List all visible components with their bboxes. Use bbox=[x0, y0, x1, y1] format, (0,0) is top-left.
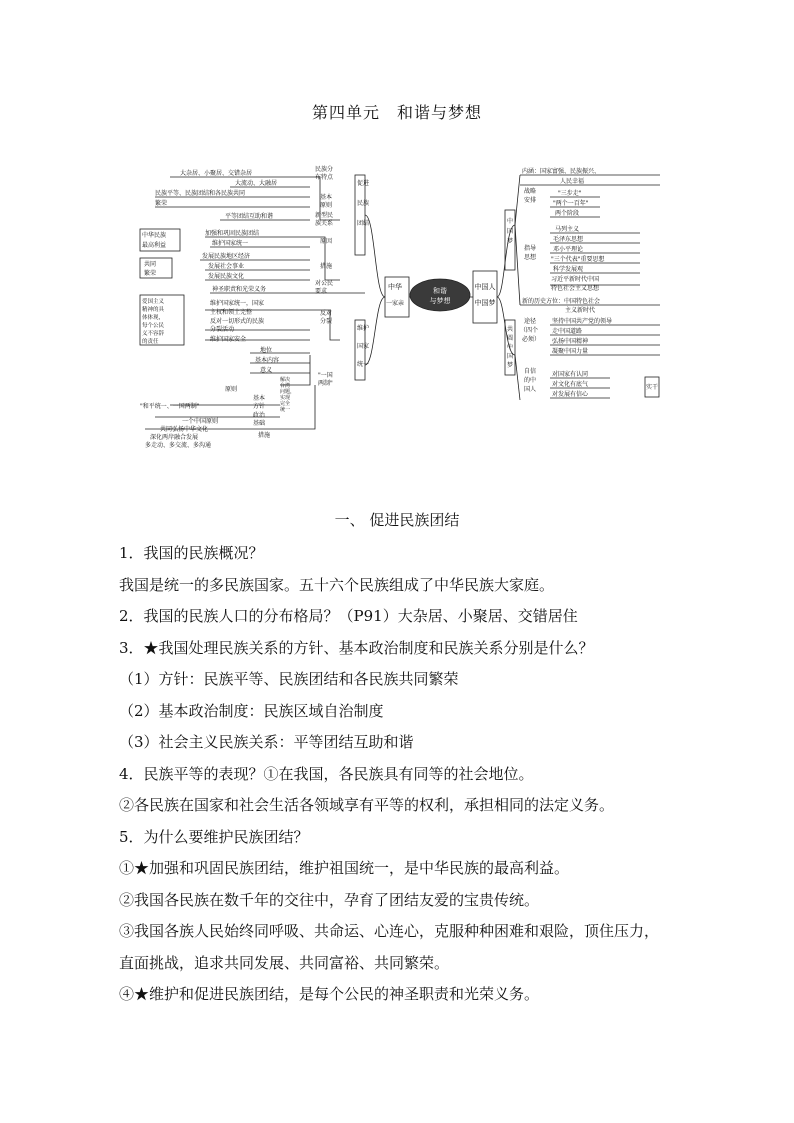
mm-left-item: 一个中国原则 bbox=[182, 418, 219, 425]
mm-left-item: 台湾 bbox=[280, 383, 291, 389]
mm-note: 每个公民 bbox=[142, 323, 165, 329]
mm-branch-label: 中 bbox=[507, 344, 514, 351]
mm-left-label: 新型民 bbox=[315, 212, 334, 219]
mm-branch-label: 促进 bbox=[357, 180, 370, 187]
mm-note: 中华民族 bbox=[142, 232, 167, 239]
mm-left-item: 完全 bbox=[280, 401, 291, 407]
paragraph: ①★加强和巩固民族团结，维护祖国统一，是中华民族的最高利益。 bbox=[119, 859, 570, 877]
mm-right-item: 对发展有信心 bbox=[552, 391, 589, 398]
mm-right-label: 国人 bbox=[524, 386, 537, 393]
mm-left-item: 政治 bbox=[253, 412, 266, 419]
left-main-node-1: 中华 bbox=[388, 283, 402, 291]
mm-note: 共同 bbox=[144, 261, 157, 268]
mm-right-item: 主义新时代 bbox=[565, 307, 596, 314]
mm-left-item: 问题， bbox=[280, 389, 296, 395]
mm-right-item: 新的历史方位：中国特色社会 bbox=[522, 298, 601, 305]
mm-left-item: 发展社会事业 bbox=[208, 263, 245, 270]
mm-branch-label: 共 bbox=[507, 326, 514, 333]
mm-right-label: 思想 bbox=[524, 254, 537, 261]
mm-left-item: 大杂居、小聚居、交错杂居 bbox=[180, 170, 253, 177]
mm-left-item: 繁荣 bbox=[155, 200, 168, 207]
paragraph: 直面挑战，追求共同发展、共同富裕、共同繁荣。 bbox=[119, 953, 450, 972]
mm-right-label: 战略 bbox=[524, 188, 537, 195]
mm-right-label: 途径 bbox=[524, 318, 537, 325]
mm-right-item: 对文化有底气 bbox=[552, 381, 589, 388]
mm-left-item: 统一 bbox=[280, 407, 291, 413]
mm-left-item: 多走动、多交流、多沟通 bbox=[145, 442, 212, 449]
mm-note: 体体现， bbox=[142, 315, 165, 321]
mm-note: 精神的具 bbox=[142, 307, 165, 313]
paragraph: （2）基本政治制度：民族区域自治制度 bbox=[119, 701, 384, 720]
mm-branch-label: 统一 bbox=[357, 361, 370, 368]
mm-branch-label: 梦 bbox=[507, 238, 514, 245]
mm-left-item: 发展民族地区经济 bbox=[202, 253, 251, 260]
mm-right-item: 坚持中国共产党的领导 bbox=[552, 318, 613, 325]
mm-branch-label: 国 bbox=[507, 228, 514, 235]
mm-right-label: 指导 bbox=[524, 245, 537, 252]
mm-note: 爱国主义 bbox=[142, 299, 165, 305]
mm-left-label: 要求 bbox=[315, 288, 328, 295]
mm-left-label: 基本 bbox=[320, 194, 333, 201]
paragraph: 4．民族平等的表现？①在我国，各民族具有同等的社会地位。 bbox=[119, 764, 534, 783]
mm-right-label: 实干 bbox=[646, 384, 659, 391]
right-main-node-1: 中国人 bbox=[474, 283, 496, 291]
mm-left-item: 神圣职责和光荣义务 bbox=[212, 286, 267, 293]
mm-left-item: 维护国家安全 bbox=[210, 336, 247, 343]
mm-right-item: 习近平新时代中国 bbox=[551, 276, 600, 283]
section-heading: 一、 促进民族团结 bbox=[334, 511, 460, 529]
paragraph: （1）方针：民族平等、民族团结和各民族共同繁荣 bbox=[119, 670, 459, 688]
paragraph: 1．我国的民族概况？ bbox=[119, 544, 264, 562]
mm-right-item: 凝聚中国力量 bbox=[552, 348, 589, 355]
paragraph: （3）社会主义民族关系：平等团结互助和谐 bbox=[119, 733, 414, 751]
mm-right-item: 两个阶段 bbox=[555, 210, 580, 217]
mind-map-diagram bbox=[140, 155, 665, 449]
mm-left-label: 对公民 bbox=[315, 280, 334, 287]
mm-branch-label: 梦 bbox=[507, 362, 514, 369]
mm-note: 义不容辞 bbox=[142, 331, 165, 337]
mm-branch-label: 维护 bbox=[357, 325, 370, 332]
mm-left-item: 方针 bbox=[253, 403, 266, 410]
mm-note: 的责任 bbox=[142, 339, 159, 345]
mm-note: 繁荣 bbox=[144, 270, 157, 277]
mm-left-label: "一国 bbox=[318, 372, 333, 379]
mm-left-item: 维护国家统一，国家 bbox=[210, 300, 265, 307]
mm-left-item: 分裂活动 bbox=[210, 326, 235, 333]
mm-left-item: 原则 bbox=[225, 386, 238, 393]
page-title: 第四单元 和谐与梦想 bbox=[311, 103, 482, 122]
mm-left-item: 基础 bbox=[253, 420, 266, 427]
mm-left-label: 布特点 bbox=[315, 174, 334, 181]
paragraph: 5．为什么要维护民族团结？ bbox=[119, 827, 309, 846]
mm-left-item: 大流动、大融居 bbox=[235, 180, 278, 187]
paragraph: 2．我国的民族人口的分布格局？（P91）大杂居、小聚居、交错居住 bbox=[119, 607, 578, 625]
mm-left-label: 原因 bbox=[320, 238, 333, 245]
mm-right-item: 内涵：国家富强、民族振兴、 bbox=[522, 168, 601, 175]
mm-left-item: 维护国家统一 bbox=[212, 240, 249, 247]
mm-left-item: 加强和巩固民族团结 bbox=[205, 230, 260, 237]
mm-right-item: "三步走" bbox=[558, 190, 582, 197]
mm-right-item: 人民幸福 bbox=[560, 178, 585, 185]
mm-left-label: 原则 bbox=[320, 202, 333, 209]
mm-branch-label: 民族 bbox=[357, 200, 370, 207]
mm-right-item: 马列主义 bbox=[555, 226, 580, 233]
mm-branch-label: 中 bbox=[507, 218, 514, 225]
mm-right-item: 走中国道路 bbox=[552, 328, 583, 335]
mm-left-item: 民族平等、民族团结和各民族共同 bbox=[155, 190, 246, 197]
mm-branch-label: 圆 bbox=[507, 335, 514, 342]
mm-branch-label: 团结 bbox=[357, 220, 370, 227]
mm-left-item: 共同弘扬中华文化 bbox=[160, 426, 209, 433]
mm-left-item: 地位 bbox=[260, 347, 273, 354]
mm-left-label: 民族分 bbox=[315, 166, 334, 173]
center-node-2: 与梦想 bbox=[429, 297, 451, 305]
mm-right-item: 邓小平理论 bbox=[553, 246, 584, 253]
center-node-1: 和谐 bbox=[433, 287, 447, 295]
mm-right-label: 的中 bbox=[524, 377, 537, 384]
mm-right-item: 对国家有认同 bbox=[552, 371, 589, 378]
paragraph: 3．★我国处理民族关系的方针、基本政治制度和民族关系分别是什么？ bbox=[119, 638, 594, 657]
mm-left-label: 分裂 bbox=[320, 318, 333, 325]
paragraph: ③我国各族人民始终同呼吸、共命运、心连心，克服种种困难和艰险，顶住压力， bbox=[119, 922, 660, 940]
mm-left-item: 意义 bbox=[260, 367, 273, 374]
mm-note: 最高利益 bbox=[142, 242, 167, 249]
mm-left-item: 解决 bbox=[280, 377, 291, 383]
paragraph: 我国是统一的多民族国家。五十六个民族组成了中华民族大家庭。 bbox=[119, 575, 555, 594]
mm-left-item: 发展民族文化 bbox=[208, 273, 245, 280]
mm-right-label: 必须） bbox=[522, 336, 541, 343]
mm-left-label: 措施 bbox=[320, 263, 333, 270]
mm-left-item: 深化两岸融合发展 bbox=[150, 434, 199, 441]
mm-right-item: "两个一百年" bbox=[553, 200, 589, 207]
mm-right-item: 弘扬中国精神 bbox=[552, 338, 589, 345]
paragraph: ②我国各民族在数千年的交往中，孕育了团结友爱的宝贵传统。 bbox=[119, 890, 540, 909]
mm-left-item: 平等团结互助和谐 bbox=[225, 213, 274, 220]
mm-right-label: （四个 bbox=[520, 327, 539, 334]
mm-left-label: 反对 bbox=[320, 310, 333, 317]
mm-left-label: 族关系 bbox=[315, 220, 334, 227]
right-main-node-2: 中国梦 bbox=[474, 299, 496, 307]
mm-left-label: 措施 bbox=[258, 432, 271, 439]
mm-left-label: 两制" bbox=[318, 380, 333, 387]
left-main-node-2: 一家亲 bbox=[385, 300, 405, 307]
mm-right-item: 科学发展观 bbox=[553, 266, 584, 273]
mm-branch-label: 国 bbox=[507, 353, 514, 360]
mm-left-item: 主权和领土完整 bbox=[210, 309, 253, 316]
mm-right-label: 自信 bbox=[524, 368, 537, 375]
paragraph: ④★维护和促进民族团结，是每个公民的神圣职责和光荣义务。 bbox=[119, 985, 540, 1003]
paragraph: ②各民族在国家和社会生活各领域享有平等的权利，承担相同的法定义务。 bbox=[119, 796, 615, 814]
mm-left-item: 基本内容 bbox=[255, 357, 280, 364]
mm-left-item: 实现 bbox=[280, 395, 291, 401]
mm-branch-label: 国家 bbox=[357, 343, 370, 350]
body-text bbox=[119, 538, 689, 1011]
mm-left-item: 反对一切形式的民族 bbox=[210, 318, 265, 325]
mm-right-item: "三个代表"重要思想 bbox=[551, 256, 605, 263]
mm-right-item: 毛泽东思想 bbox=[553, 236, 584, 243]
mm-left-item: "和平统一、一国两制" bbox=[140, 403, 200, 410]
mm-right-label: 安排 bbox=[524, 197, 537, 204]
mm-right-item: 特色社会主义思想 bbox=[551, 285, 600, 292]
mm-left-item: 基本 bbox=[253, 395, 266, 402]
